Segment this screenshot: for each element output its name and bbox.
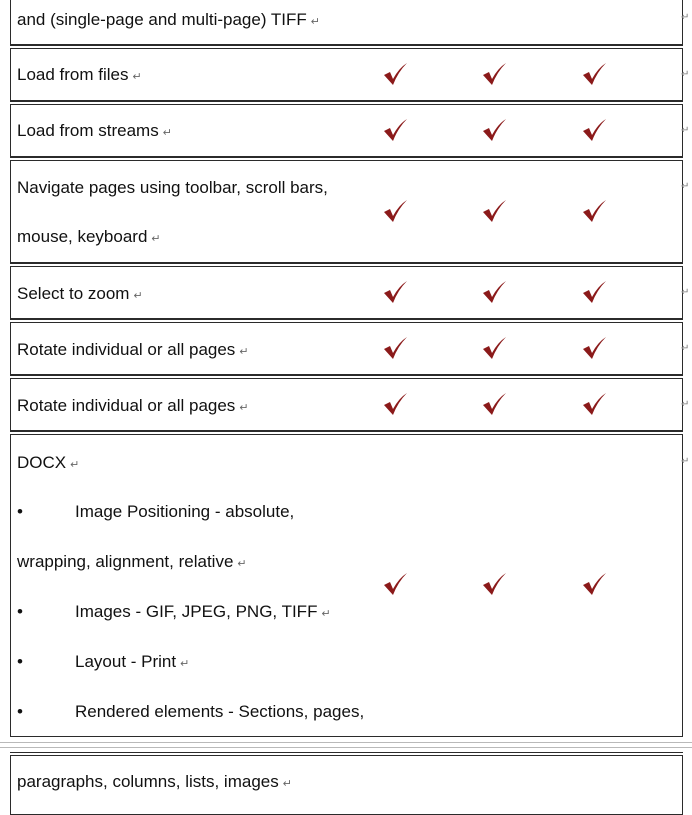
paragraph-mark: ↵ [132,71,142,83]
checkmark-icon [581,199,607,223]
checkmark-icon [382,118,408,142]
end-of-row-mark: ↵ [681,181,690,192]
paragraph-mark: ↵ [321,608,331,620]
end-of-row-mark: ↵ [681,12,690,23]
row-label: and (single-page and multi-page) TIFF [17,10,307,29]
table-row [10,322,683,375]
list-item-continuation: wrapping, alignment, relative [17,552,234,571]
end-of-row-mark: ↵ [681,399,690,410]
checkmark-icon [382,62,408,86]
paragraph-mark: ↵ [151,233,161,245]
end-of-row-mark: ↵ [681,287,690,298]
table-row [10,104,683,157]
checkmark-icon [382,280,408,304]
row-label-line2: mouse, keyboard [17,227,148,246]
checkmark-icon [382,572,408,596]
list-item [17,502,294,522]
table-row [10,755,683,815]
row-label: Rotate individual or all pages [17,340,236,359]
list-item [17,702,364,722]
table-row [10,266,683,319]
checkmark-icon [481,572,507,596]
page-break-line [0,742,692,743]
checkmark-icon [382,392,408,416]
table-row [10,378,683,431]
bullet-icon: • [17,502,23,521]
checkmark-icon [481,280,507,304]
checkmark-icon [581,118,607,142]
bullet-icon: • [17,702,23,721]
paragraph-mark: ↵ [180,658,190,670]
paragraph-mark: ↵ [239,346,249,358]
table-row [10,160,683,263]
row-label: Load from files [17,65,129,84]
row-label: Load from streams [17,121,159,140]
checkmark-icon [382,336,408,360]
paragraph-mark: ↵ [282,778,292,790]
checkmark-icon [481,336,507,360]
checkmark-icon [481,199,507,223]
checkmark-icon [581,62,607,86]
end-of-row-mark: ↵ [681,343,690,354]
checkmark-icon [382,199,408,223]
list-item-text: Rendered elements - Sections, pages, [75,702,365,721]
checkmark-icon [581,572,607,596]
end-of-row-mark: ↵ [681,456,690,467]
checkmark-icon [581,280,607,304]
table-row-docx [10,434,683,737]
bullet-icon: • [17,602,23,621]
paragraph-mark: ↵ [237,558,247,570]
paragraph-mark: ↵ [133,290,143,302]
paragraph-mark: ↵ [162,127,172,139]
row-label: paragraphs, columns, lists, images [17,772,279,791]
list-item-text: Layout - Print [75,652,177,671]
checkmark-icon [581,392,607,416]
list-item-text: Images - GIF, JPEG, PNG, TIFF [75,602,318,621]
table-row [10,0,683,45]
list-item [17,652,189,674]
table-row [10,48,683,101]
end-of-row-mark: ↵ [681,125,690,136]
checkmark-icon [481,118,507,142]
end-of-row-mark: ↵ [681,69,690,80]
paragraph-mark: ↵ [310,16,320,28]
bullet-icon: • [17,652,23,671]
list-item [17,602,331,624]
list-item-text: Image Positioning - absolute, [75,502,295,521]
paragraph-mark: ↵ [239,402,249,414]
checkmark-icon [481,62,507,86]
row-label: Select to zoom [17,284,130,303]
docx-title: DOCX [17,453,67,472]
checkmark-icon [581,336,607,360]
page-break-line [0,747,692,748]
paragraph-mark: ↵ [70,459,80,471]
checkmark-icon [481,392,507,416]
row-label-line1: Navigate pages using toolbar, scroll bars, [17,178,328,197]
row-label: Rotate individual or all pages [17,396,236,415]
